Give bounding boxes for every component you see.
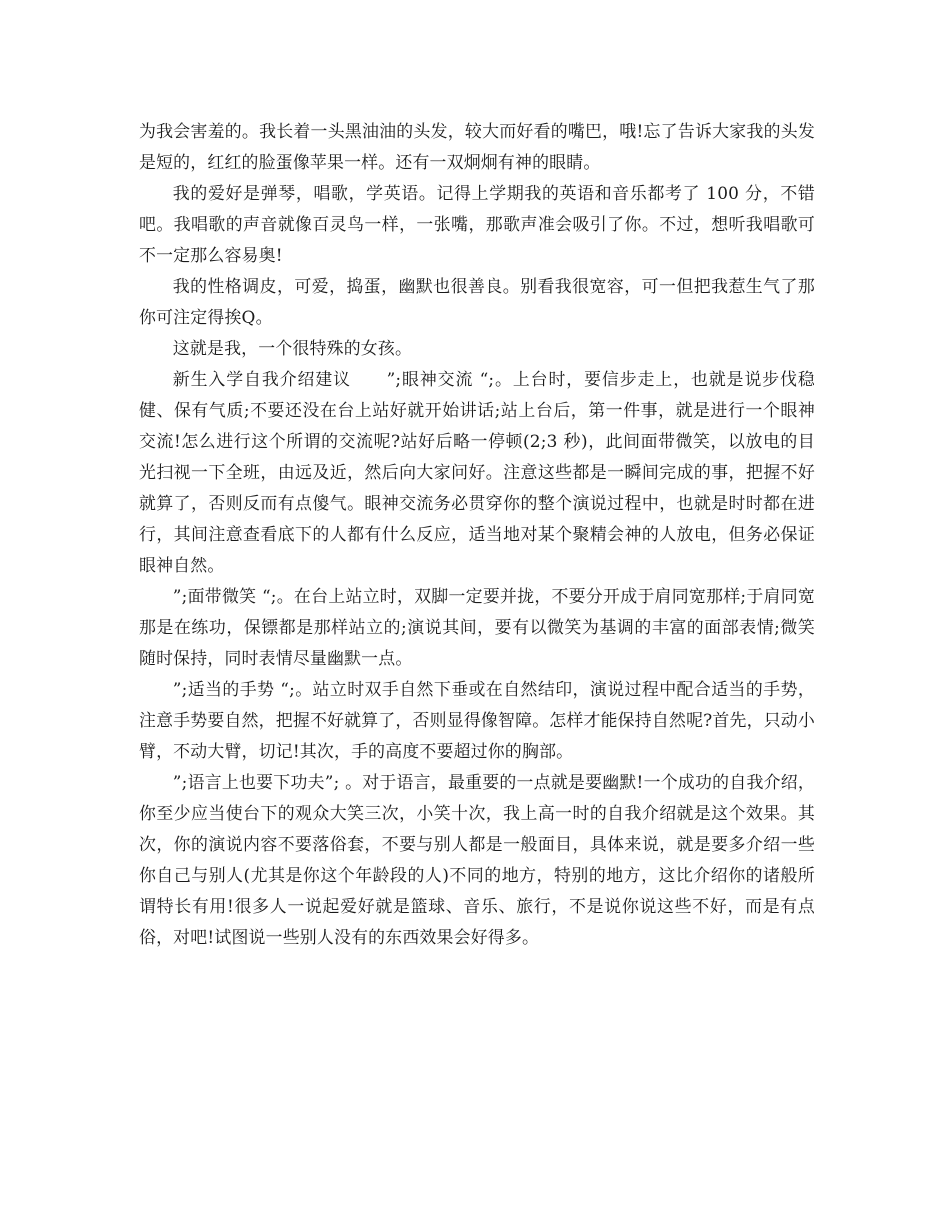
- paragraph: 新生入学自我介绍建议 ”;眼神交流 “;。上台时，要信步走上，也就是说步伐稳健、保有气质;不要还没在台上站好就开始讲话;站上台后，第一件事，就是进行一个眼神交流!怎么进行这个所谓的交流呢?站好后略一停顿(2;3 秒)，此间面带微笑，以放电的目光扫视一下全班，由远及近，然后向大家问好。注意这些都是一瞬间完成的事，把握不好就算了，否则反而有点傻气。眼神交流务必贯穿你的整个演说过程中，也就是时时都在进行，其间注意查看底下的人都有什么反应，适当地对某个聚精会神的人放电，但务必保证眼神自然。: [139, 369, 815, 575]
- paragraph: ”;适当的手势 “;。站立时双手自然下垂或在自然结印，演说过程中配合适当的手势，注意手势要自然，把握不好就算了，否则显得像智障。怎样才能保持自然呢?首先，只动小臂，不动大臂，切记!其次，手的高度不要超过你的胸部。: [139, 679, 815, 761]
- paragraph: 我的爱好是弹琴，唱歌，学英语。记得上学期我的英语和音乐都考了 100 分，不错吧。我唱歌的声音就像百灵鸟一样，一张嘴，那歌声准会吸引了你。不过，想听我唱歌可不一定那么容易奥!: [139, 183, 815, 265]
- paragraph: ”;面带微笑 “;。在台上站立时，双脚一定要并拢，不要分开成于肩同宽那样;于肩同宽那是在练功，保镖都是那样站立的;演说其间，要有以微笑为基调的丰富的面部表情;微笑随时保持，同时表情尽量幽默一点。: [139, 586, 815, 668]
- paragraph: 我的性格调皮，可爱，捣蛋，幽默也很善良。别看我很宽容，可一但把我惹生气了那你可注定得挨Q。: [139, 276, 815, 327]
- paragraph: ”;语言上也要下功夫”; 。对于语言，最重要的一点就是要幽默!一个成功的自我介绍，你至少应当使台下的观众大笑三次，小笑十次，我上高一时的自我介绍就是这个效果。其次，你的演说内容不要落俗套，不要与别人都是一般面目，具体来说，就是要多介绍一些你自己与别人(尤其是你这个年龄段的人)不同的地方，特别的地方，这比介绍你的诸般所谓特长有用!很多人一说起爱好就是篮球、音乐、旅行，不是说你说这些不好，而是有点俗，对吧!试图说一些别人没有的东西效果会好得多。: [139, 772, 815, 947]
- paragraph: 这就是我，一个很特殊的女孩。: [172, 338, 413, 358]
- paragraph: 为我会害羞的。我长着一头黑油油的头发，较大而好看的嘴巴，哦!忘了告诉大家我的头发是短的，红红的脸蛋像苹果一样。还有一双炯炯有神的眼睛。: [139, 121, 815, 172]
- document-body: [139, 116, 815, 953]
